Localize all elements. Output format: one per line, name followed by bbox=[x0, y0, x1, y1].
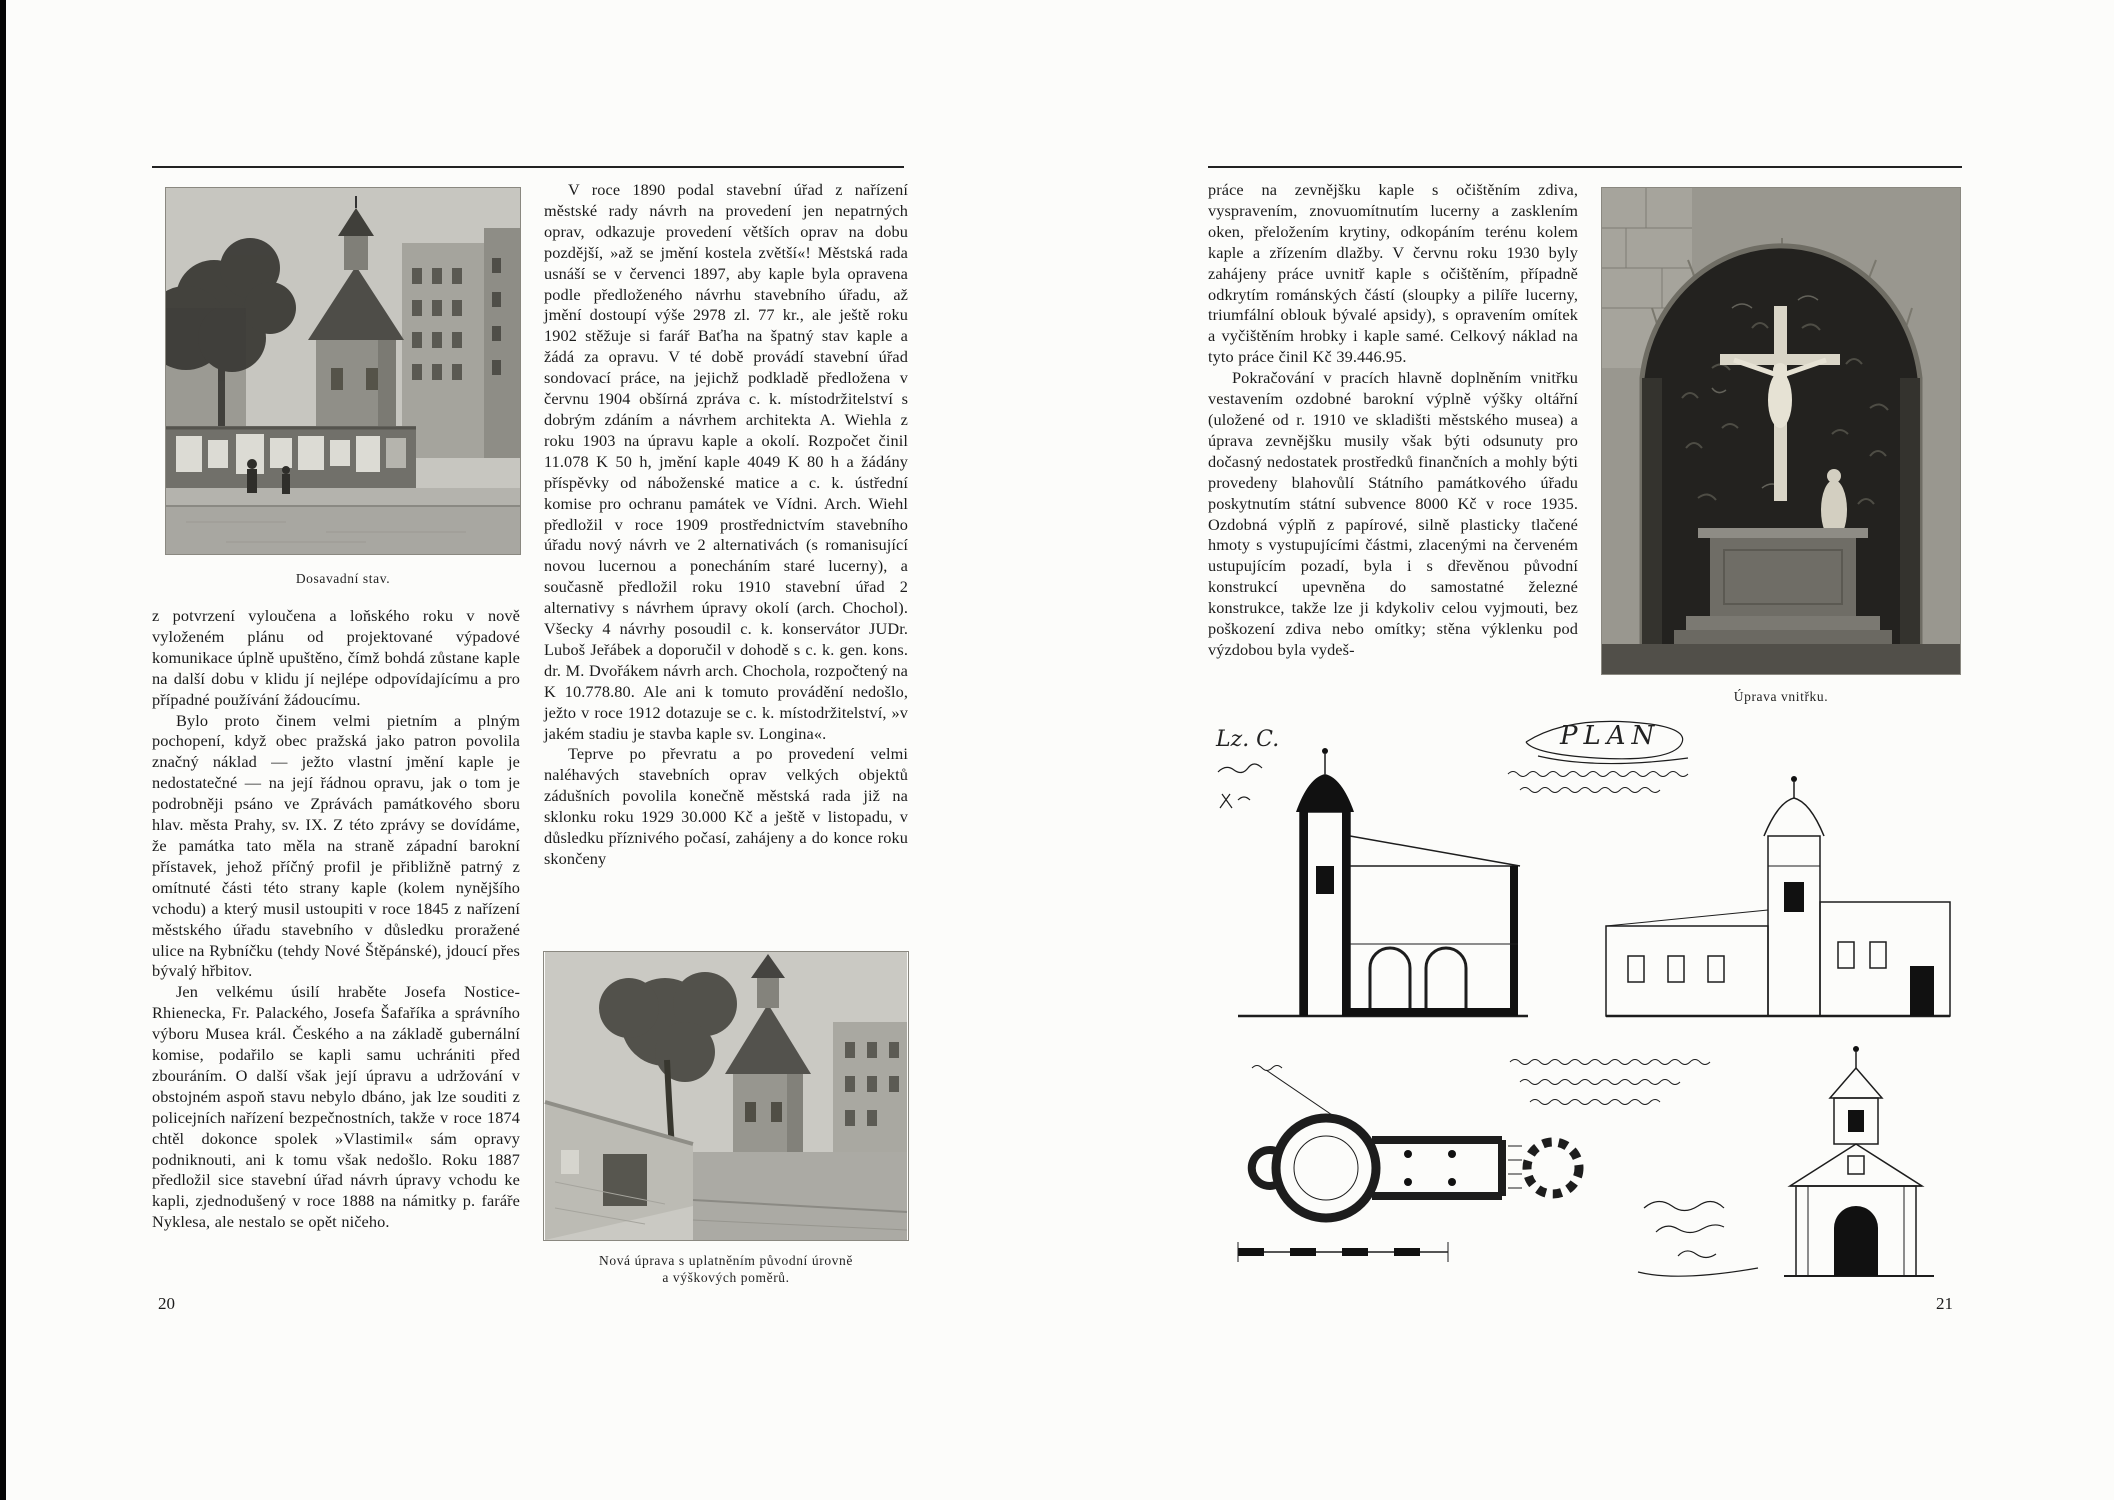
dotted-ring-detail bbox=[1527, 1142, 1579, 1194]
photo-nova-uprava-image bbox=[544, 952, 908, 1240]
photo-caption-line-1: Nová úprava s uplatněním původní úrovně bbox=[599, 1253, 853, 1268]
handwriting-squiggle bbox=[1218, 764, 1262, 773]
handwriting-signature bbox=[1638, 1201, 1758, 1276]
scale-bar bbox=[1238, 1242, 1448, 1262]
body-paragraph: V roce 1890 podal stavební úřad z nařízení městské rady návrh na provedení jen nepatrných oprav, odkazuje provedení větších oprav na dobu pozdější, »až se jmění kostela zvětší«! Městská rada usnáší se v červenci 1897, aby kaple byla opravena podle předloženého návrhu stavebního úřadu, až jmění dostoupí výše 2978 zl. 77 kr., ale ještě roku 1902 stěžuje si farář Baťha na špatný stav kaple a žádá za opravu. V té době provádí stavební úřad sondovací práce, na jejichž podkladě předložena v červnu 1904 obšírná zpráva c. k. místodržitelství s dobrým zdáním a návrhem architekta A. Wiehla z roku 1903 na úpravu kaple a okolí. Rozpočet činil 11.078 K 50 h, jmění kaple 4049 K 80 h a žádány příspěvky od náboženské matice a c. k. ústřední komise pro ochranu památek ve Vídni. Arch. Wiehl předložil v roce 1909 prostřednictvím stavebního úřadu nový návrh ve 2 alternativách (s romanisující novou lucernou a ponecháním staré lucerny), a současně předložil roku 1910 stavební úřad 2 alternativy s návrhem úpravy okolí (arch. Chochol). Všecky 4 návrhy posoudil c. k. konservátor JUDr. Luboš Jeřábek a doporučil v dohodě s c. k. gen. kons. dr. M. Dvořákem návrh arch. Chochola, rozpočtený na K 10.778.80. Ale ani k tomuto provádění nedošlo, ježto v roce 1912 dotazuje se c. k. místodržitelství, »v jakém stadiu je stavba kaple sv. Longina«. bbox=[544, 180, 908, 743]
body-paragraph: Jen velkému úsilí hraběte Josefa Nostice-Rhienecka, Fr. Palackého, Josefa Šafaříka a správního výboru Musea král. Českého a na základě gubernální komise, podařilo se kapli samu uchrániti před zbouráním. O další však její úpravu a udržování v obstojném aspoň stavu nebylo dbáno, jak lze souditi z policejních nařízení bezpečnostních, takže v roce 1874 chtěl dokonce spolek »Vlastimil« sám opravy podniknouti, ani k tomu však nedošlo. Roku 1887 předložil sice stavební úřad návrh úpravy vchodu ke kapli, zjednodušený v roce 1888 na námitky p. faráře Nyklesa, ale nestalo se opět ničeho. bbox=[152, 982, 520, 1232]
drawing-handwritten-label: Lz. C. bbox=[1216, 727, 1280, 752]
photo-caption-line-2: a výškových poměrů. bbox=[662, 1270, 790, 1285]
page-number-right: 21 bbox=[1936, 1294, 1953, 1313]
photo-dosavadni-stav bbox=[166, 188, 520, 554]
left-page-right-column bbox=[544, 180, 908, 870]
body-paragraph: Bylo proto činem velmi pietním a plným pochopení, když obec pražská jako patron povolila značný náklad — ježto vlastní jmění kaple je nedostatečné — na její řádnou opravu, jak o tom je podrobněji psáno ve Zprávách památkového sboru hlav. města Prahy, sv. IX. Z této zprávy se dovídáme, že památka tato měla na straně západní barokní přístavek, jehož příčný profil je přibližně patrný z omítnuté části této strany kaple (kolem nynějšího vchodu) a který musil ustoupiti v roce 1845 z nařízení městského úřadu stavebního v důsledku proražené ulice na Rybníčku (tehdy Nové Štěpánské), jdoucí přes bývalý hřbitov. bbox=[152, 710, 520, 981]
right-page-column bbox=[1208, 180, 1578, 661]
plan-cartouche bbox=[1526, 721, 1688, 764]
body-paragraph: z potvrzení vyloučena a loňského roku v nově vyloženém plánu od projektované výpadové komunikace úplně upuštěno, čímž bohdá zůstane kaple na další dobu v klidu jí nejlépe odpovídajícímu a pro případné používání žádoucímu. bbox=[152, 606, 520, 709]
photo-uprava-vnitrku-image bbox=[1602, 188, 1960, 674]
architectural-drawing bbox=[1208, 716, 1964, 1286]
handwriting-script-lines bbox=[1508, 772, 1688, 793]
photo-caption-dosavadni-stav: Dosavadní stav. bbox=[295, 571, 391, 586]
scan-edge bbox=[0, 0, 6, 1500]
handwriting-annotation-lines bbox=[1510, 1060, 1710, 1105]
photo-nova-uprava bbox=[544, 952, 908, 1240]
page-number-left: 20 bbox=[158, 1294, 175, 1313]
photo-caption-nova-uprava bbox=[544, 1252, 908, 1286]
body-paragraph: Pokračování v pracích hlavně doplněním vnitřku vestavením ozdobné barokní výplně výšky oltářní (uložené od r. 1910 ve skladišti městského musea) a úprava zevnějšku musily však býti odsunuty pro dočasný nedostatek prostředků finančních a mohly býti provedeny blahovůlí Státního památkového úřadu poskytnutím státní subvence 8000 Kč v roce 1935. Ozdobná výplň z papírové, silně plasticky tlačené hmoty s vystupujícími částmi, zlacenými na červeném ustupujícím pozadí, byla i s dřevěnou původní konstrukcí upevněna do samostatné železné konstrukce, takže lze ji kdykoliv celou vyjmouti, bez poškození zdiva nebo omítky; stěna výklenku pod výzdobou byla vydeš- bbox=[1208, 368, 1578, 659]
plan-title: PLAN bbox=[1560, 721, 1661, 751]
facade-drawing bbox=[1784, 1046, 1934, 1276]
handwriting-squiggle bbox=[1220, 794, 1250, 808]
photo-caption-uprava-vnitrku: Úprava vnitřku. bbox=[1733, 689, 1829, 704]
photo-dosavadni-stav-image bbox=[166, 188, 520, 554]
section-drawing bbox=[1238, 748, 1528, 1016]
body-paragraph: Teprve po převratu a po provedení velmi naléhavých stavebních oprav velkých objektů zádušních povolila konečně městská rada již na sklonku roku 1929 30.000 Kč a ještě v listopadu, v důsledku příznivého počasí, zahájeny a do konce roku skončeny bbox=[544, 744, 908, 868]
body-paragraph: práce na zevnějšku kaple s očištěním zdiva, vyspravením, znovuomítnutím lucerny a zasklením oken, přeložením krytiny, odkopáním terénu kolem kaple a zřízením dlažby. V červnu roku 1930 byly zahájeny práce uvnitř kaple s očištěním, případně odkrytím románských částí (sloupky a pilíře lucerny, triumfální oblouk bývalé apsidy), s opravením omítek a vyčištěním hrobky i kaple samé. Celkový náklad na tyto práce činil Kč 39.446.95. bbox=[1208, 180, 1578, 367]
floor-plan-drawing bbox=[1252, 1066, 1522, 1219]
architectural-drawing-image bbox=[1208, 716, 1964, 1286]
left-page-left-column bbox=[152, 606, 520, 1233]
top-rule-right-page bbox=[1208, 166, 1962, 168]
photo-uprava-vnitrku bbox=[1602, 188, 1960, 674]
top-rule-left-page bbox=[152, 166, 904, 168]
elevation-drawing bbox=[1606, 776, 1950, 1016]
